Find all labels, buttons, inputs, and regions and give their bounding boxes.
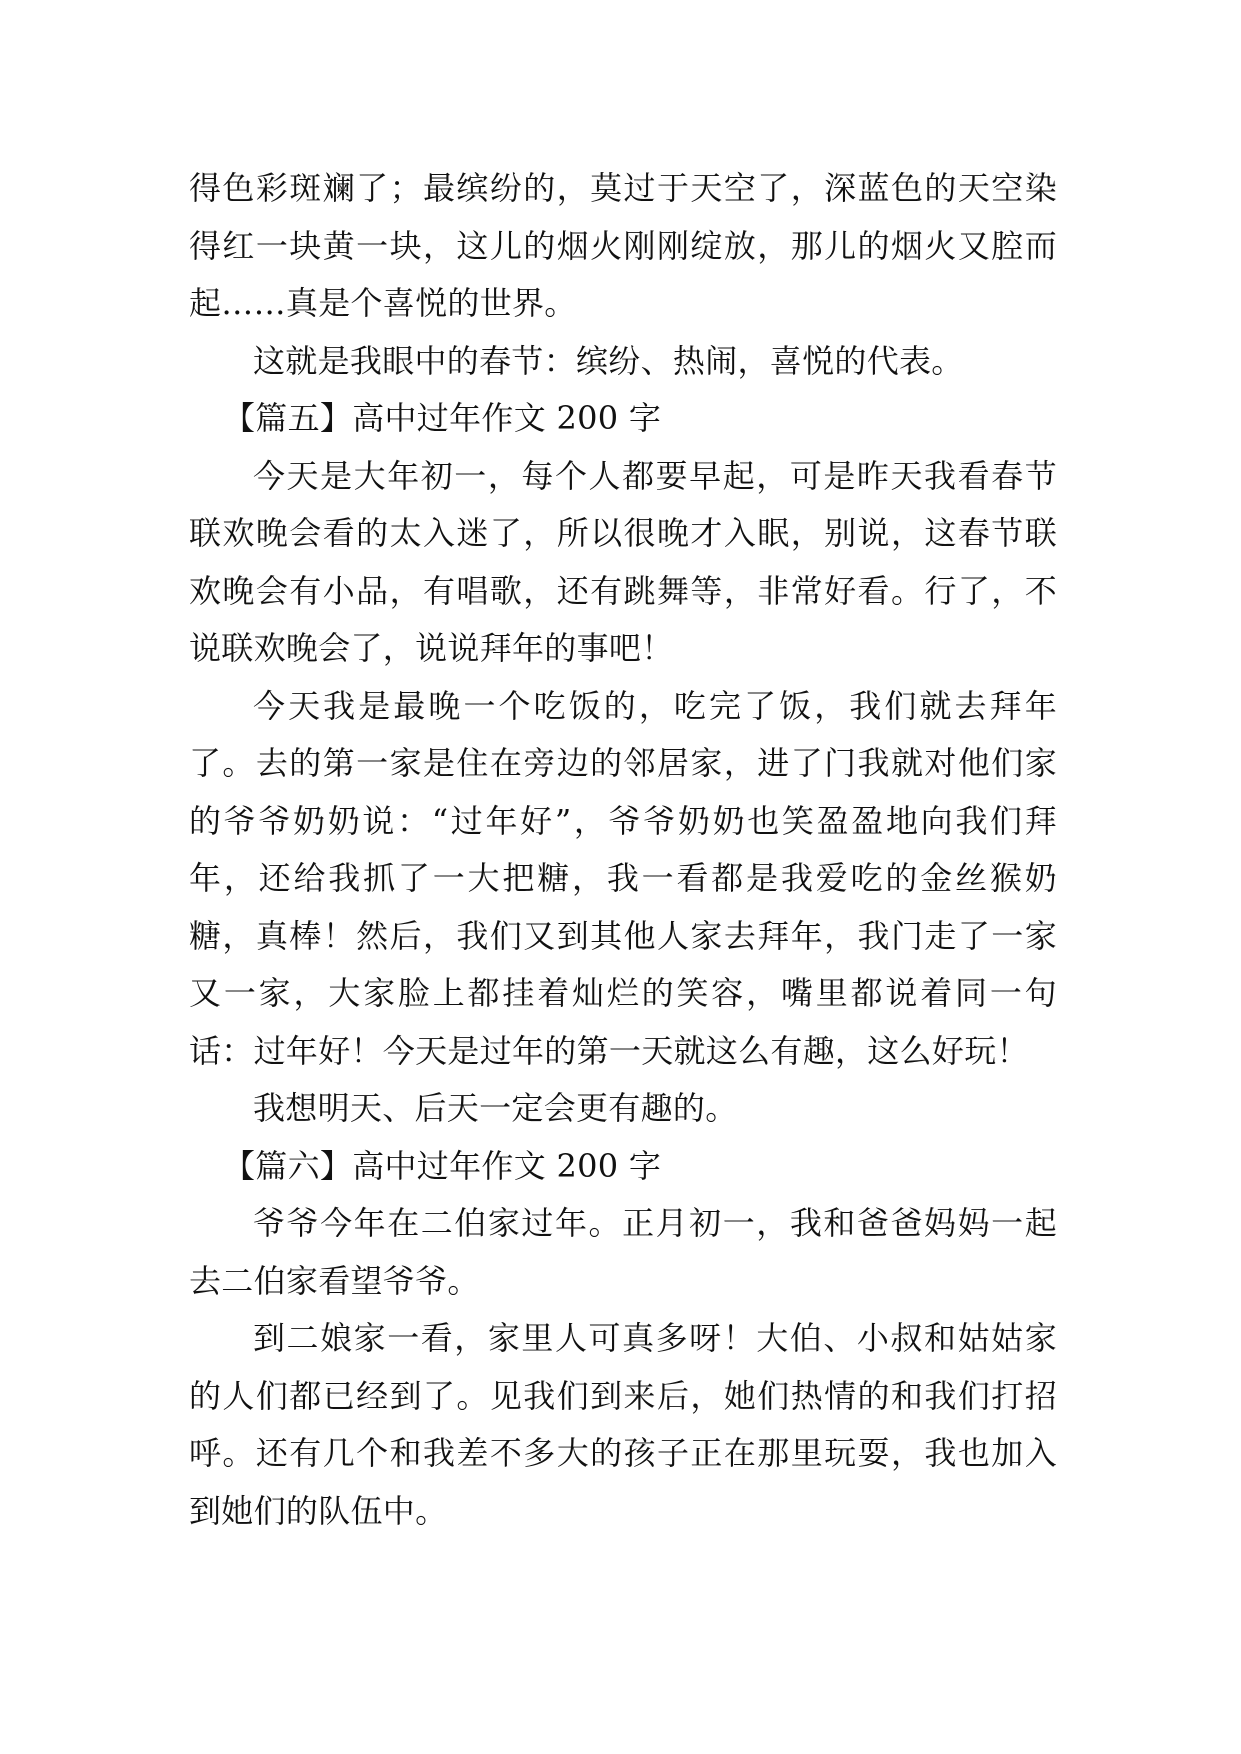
paragraph: 爷爷今年在二伯家过年。正月初一，我和爸爸妈妈一起去二伯家看望爷爷。 — [189, 1204, 1057, 1300]
paragraph: 今天我是最晚一个吃饭的，吃完了饭，我们就去拜年了。去的第一家是住在旁边的邻居家，进了门我就对他们家的爷爷奶奶说：“过年好”，爷爷奶奶也笑盈盈地向我们拜年，还给我抓了一大把糖，我一看都是我爱吃的金丝猴奶糖，真棒！然后，我们又到其他人家去拜年，我门走了一家又一家，大家脸上都挂着灿烂的笑容，嘴里都说着同一句话：过年好！今天是过年的第一天就这么有趣，这么好玩！ — [189, 686, 1057, 1070]
document-body — [189, 160, 1057, 1540]
paragraph: 这就是我眼中的春节：缤纷、热闹，喜悦的代表。 — [253, 341, 964, 380]
paragraph: 今天是大年初一，每个人都要早起，可是昨天我看春节联欢晚会看的太入迷了，所以很晚才入眠，别说，这春节联欢晚会有小品，有唱歌，还有跳舞等，非常好看。行了，不说联欢晚会了，说说拜年的事吧！ — [189, 456, 1057, 667]
paragraph: 我想明天、后天一定会更有趣的。 — [253, 1089, 738, 1127]
section-heading-5: 【篇五】高中过年作文 200 字 — [223, 399, 662, 437]
paragraph: 到二娘家一看，家里人可真多呀！大伯、小叔和姑姑家的人们都已经到了。见我们到来后，她们热情的和我们打招呼。还有几个和我差不多大的孩子正在那里玩耍，我也加入到她们的队伍中。 — [189, 1319, 1057, 1530]
paragraph-continued: 得色彩斑斓了；最缤纷的，莫过于天空了，深蓝色的天空染得红一块黄一块，这儿的烟火刚刚绽放，那儿的烟火又腔而起……真是个喜悦的世界。 — [189, 169, 1057, 322]
section-heading-6: 【篇六】高中过年作文 200 字 — [223, 1146, 662, 1185]
